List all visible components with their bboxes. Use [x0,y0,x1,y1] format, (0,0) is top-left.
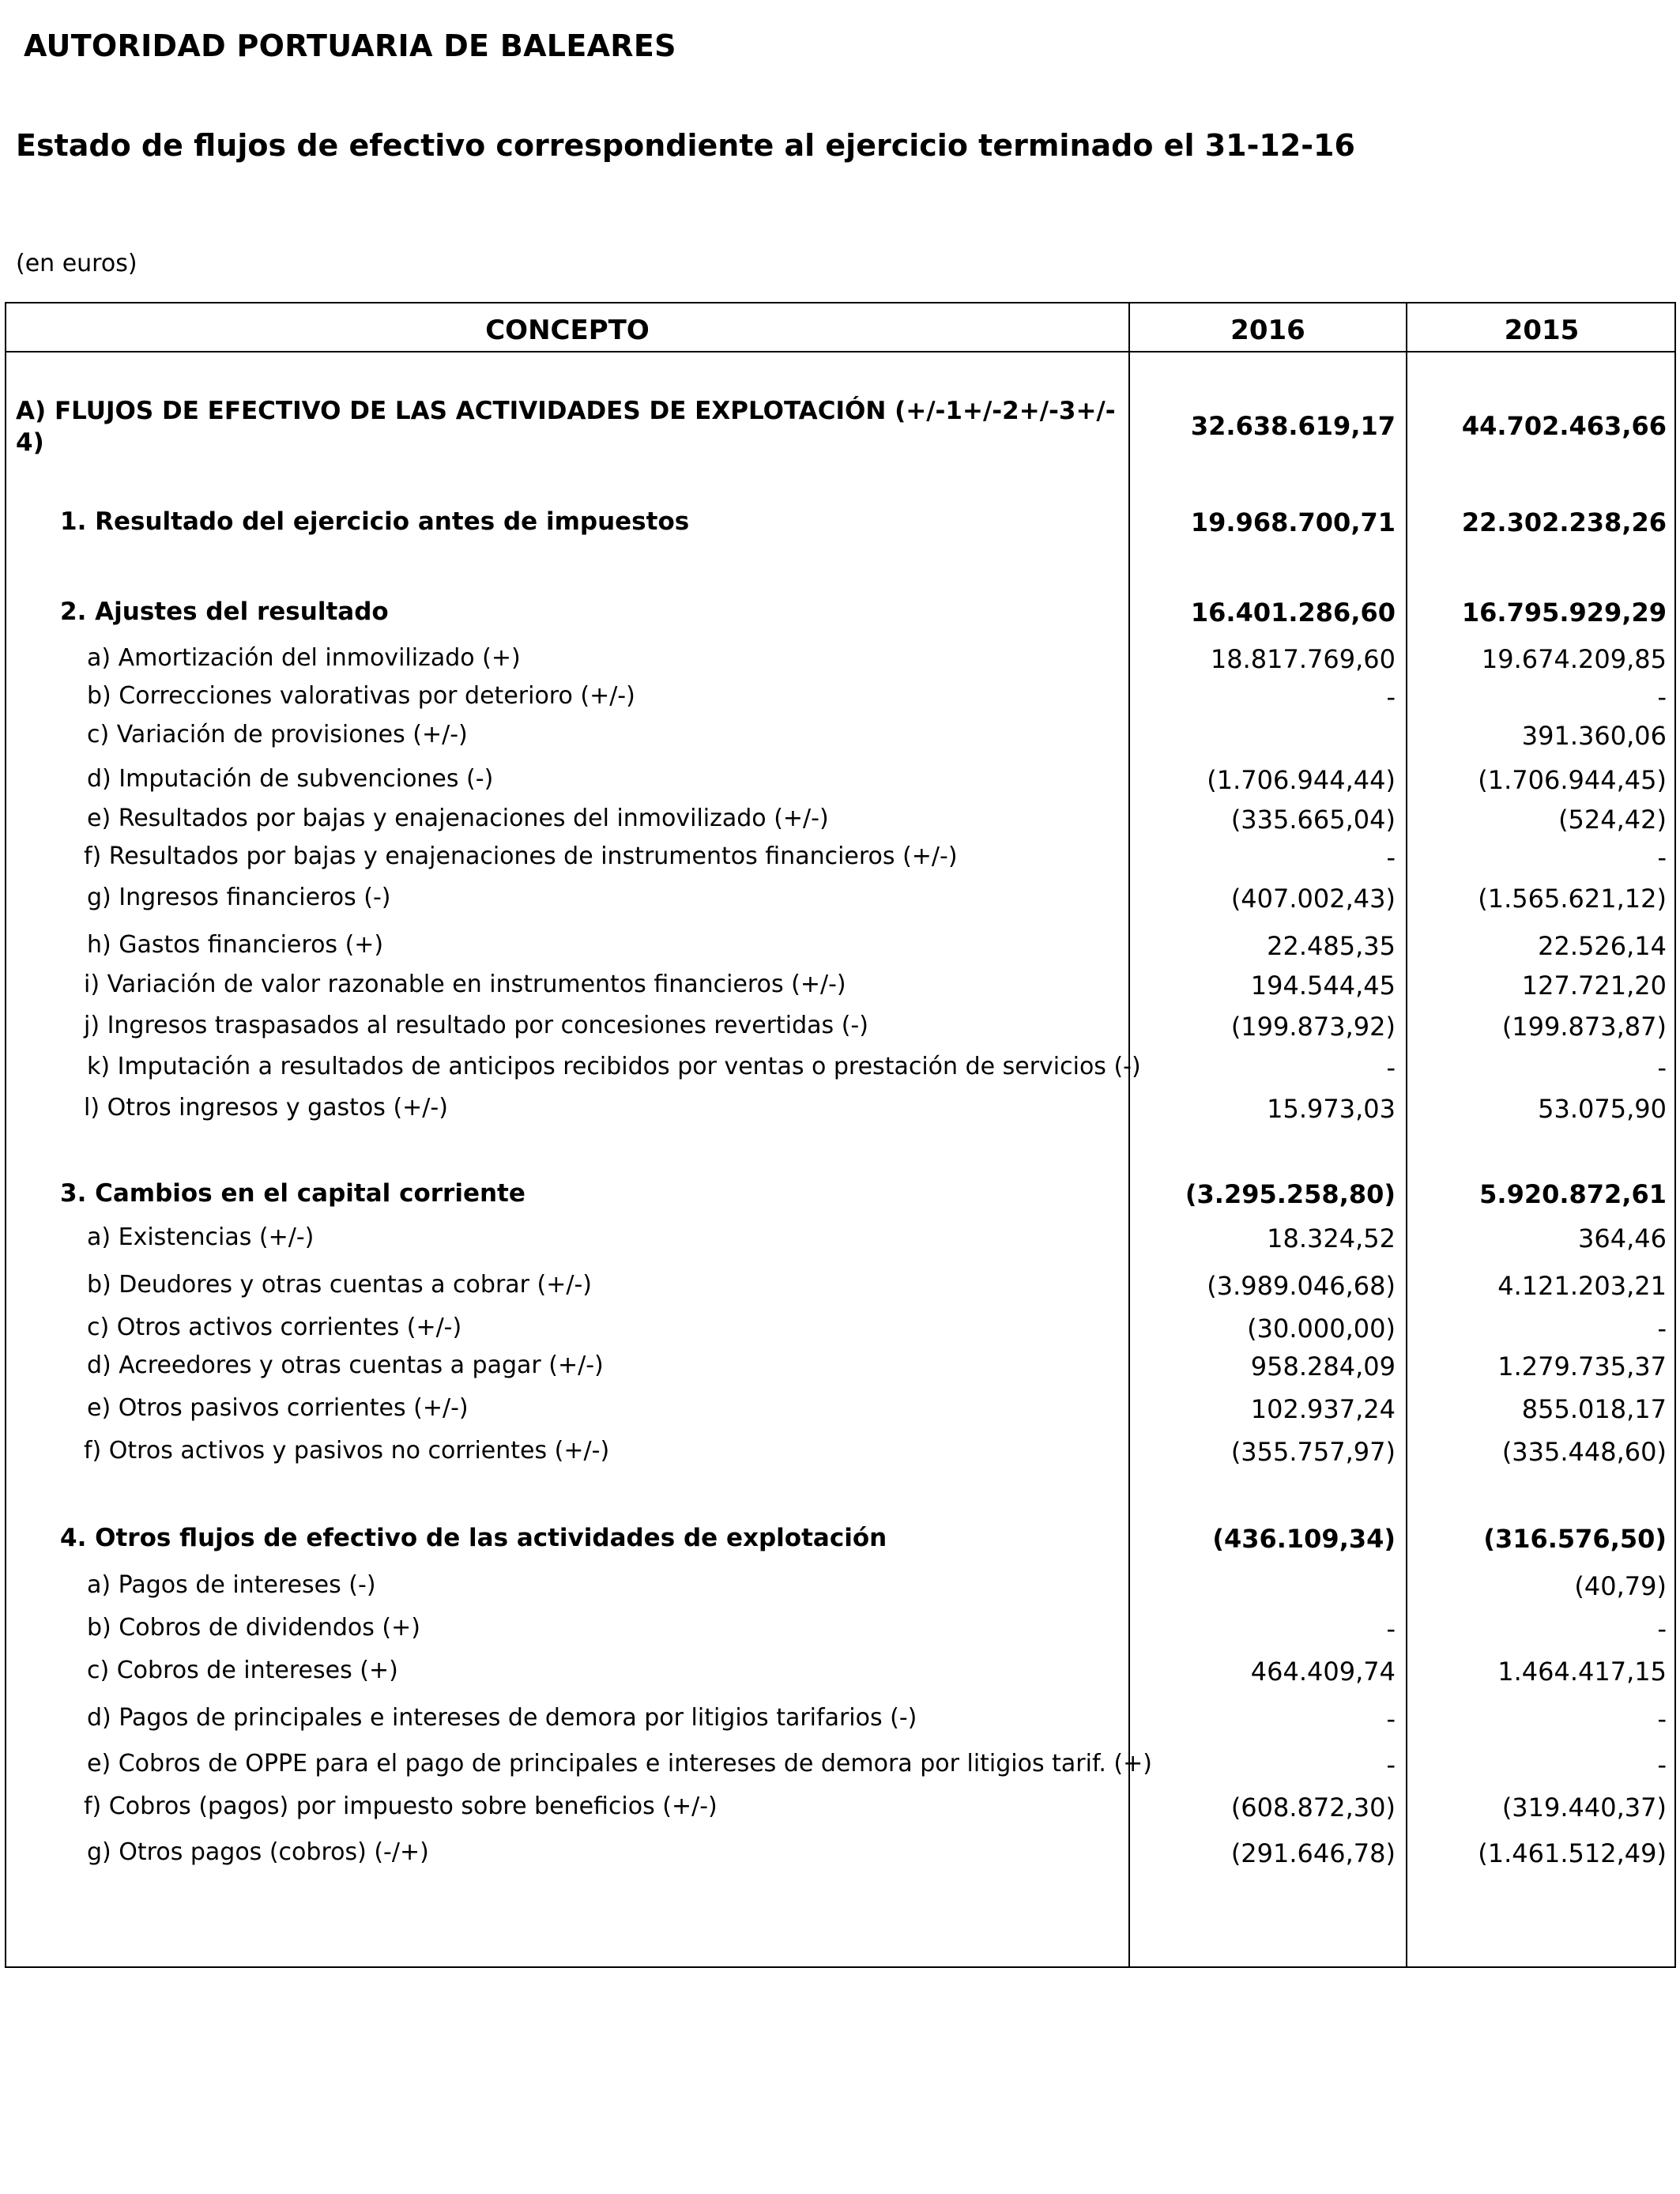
row-label: 1. Resultado del ejercicio antes de impuestos [60,507,690,536]
row-value-2015: 4.121.203,21 [1497,1271,1667,1301]
row-value-2016: (355.757,97) [1230,1437,1396,1467]
row-value-2016: (436.109,34) [1212,1524,1396,1554]
row-value-2016: (3.989.046,68) [1207,1271,1396,1301]
row-value-2015: (1.565.621,12) [1478,884,1667,914]
row-label: k) Imputación a resultados de anticipos recibidos por ventas o prestación de servicios (-) [87,1053,1141,1080]
row-value-2015: - [1657,1704,1667,1734]
row-value-2016: - [1386,843,1396,873]
row-value-2015: - [1657,1614,1667,1644]
row-label: e) Otros pasivos corrientes (+/-) [87,1394,469,1422]
row-label: 4. Otros flujos de efectivo de las actividades de explotación [60,1524,887,1552]
row-label: c) Otros activos corrientes (+/-) [87,1314,462,1341]
row-value-2015: (524,42) [1558,805,1667,835]
row-value-2015: (316.576,50) [1483,1524,1667,1554]
row-value-2016: 958.284,09 [1250,1351,1396,1382]
row-label: j) Ingresos traspasados al resultado por concesiones revertidas (-) [84,1012,868,1039]
row-value-2016: 16.401.286,60 [1190,598,1396,628]
row-value-2015: 19.674.209,85 [1481,644,1667,674]
row-value-2016: (199.873,92) [1230,1012,1396,1042]
row-value-2016: 194.544,45 [1250,971,1396,1001]
row-label: a) Pagos de intereses (-) [87,1571,376,1599]
row-value-2016: 464.409,74 [1250,1657,1396,1687]
row-value-2016: (291.646,78) [1230,1838,1396,1868]
row-value-2015: - [1657,1314,1667,1344]
column-header-concepto: CONCEPTO [485,315,650,346]
row-value-2015: 1.279.735,37 [1497,1351,1667,1382]
row-value-2015: (319.440,37) [1501,1793,1667,1823]
row-label: c) Cobros de intereses (+) [87,1657,398,1684]
row-label: i) Variación de valor razonable en instrumentos financieros (+/-) [84,971,846,998]
row-value-2015: 22.302.238,26 [1461,507,1667,537]
row-value-2016: - [1386,1750,1396,1780]
section-a-value-2016: 32.638.619,17 [1190,411,1396,441]
row-value-2015: - [1657,1750,1667,1780]
row-value-2016: - [1386,1053,1396,1083]
row-label: 3. Cambios en el capital corriente [60,1179,525,1208]
row-label: d) Imputación de subvenciones (-) [87,765,494,793]
row-value-2016: 102.937,24 [1250,1394,1396,1424]
row-value-2016: (30.000,00) [1247,1314,1396,1344]
column-header-2015: 2015 [1504,315,1580,346]
row-label: d) Pagos de principales e intereses de demora por litigios tarifarios (-) [87,1704,917,1732]
row-value-2015: - [1657,682,1667,712]
row-value-2015: - [1657,843,1667,873]
organization-name: AUTORIDAD PORTUARIA DE BALEARES [24,28,676,63]
row-value-2015: 53.075,90 [1538,1094,1667,1124]
column-divider [1128,302,1130,1968]
header-divider [5,351,1676,352]
section-a-label-line1: A) FLUJOS DE EFECTIVO DE LAS ACTIVIDADES DE EXPLOTACIÓN (+/-1+/-2+/-3+/- [16,397,1116,425]
row-value-2015: (1.706.944,45) [1478,765,1667,795]
row-value-2015: (335.448,60) [1501,1437,1667,1467]
row-value-2016: (1.706.944,44) [1207,765,1396,795]
column-header-2016: 2016 [1230,315,1305,346]
row-label: 2. Ajustes del resultado [60,598,389,626]
row-label: c) Variación de provisiones (+/-) [87,721,468,748]
section-a-value-2015: 44.702.463,66 [1461,411,1667,441]
row-value-2015: 127.721,20 [1521,971,1667,1001]
row-label: e) Resultados por bajas y enajenaciones del inmovilizado (+/-) [87,805,829,832]
row-label: f) Resultados por bajas y enajenaciones de instrumentos financieros (+/-) [84,843,958,870]
row-value-2015: - [1657,1053,1667,1083]
row-value-2016: (608.872,30) [1230,1793,1396,1823]
row-value-2016: - [1386,682,1396,712]
row-value-2015: 364,46 [1578,1223,1667,1253]
row-label: a) Amortización del inmovilizado (+) [87,644,521,672]
row-label: g) Ingresos financieros (-) [87,884,391,911]
column-divider [1406,302,1407,1968]
row-value-2015: 16.795.929,29 [1461,598,1667,628]
row-value-2015: 22.526,14 [1538,931,1667,961]
document-title: Estado de flujos de efectivo correspondiente al ejercicio terminado el 31-12-16 [16,128,1355,163]
row-value-2016: 18.817.769,60 [1210,644,1396,674]
row-label: a) Existencias (+/-) [87,1223,315,1251]
row-label: l) Otros ingresos y gastos (+/-) [84,1094,448,1122]
row-value-2015: (40,79) [1574,1571,1667,1601]
row-value-2015: (199.873,87) [1501,1012,1667,1042]
row-value-2015: 5.920.872,61 [1479,1179,1667,1209]
row-label: f) Cobros (pagos) por impuesto sobre beneficios (+/-) [84,1793,718,1820]
row-value-2016: 18.324,52 [1267,1223,1396,1253]
row-value-2015: 1.464.417,15 [1497,1657,1667,1687]
section-a-label-line2: 4) [16,428,44,457]
row-value-2016: (407.002,43) [1230,884,1396,914]
currency-unit: (en euros) [16,250,137,277]
row-label: b) Deudores y otras cuentas a cobrar (+/-) [87,1271,593,1299]
row-value-2016: 19.968.700,71 [1190,507,1396,537]
row-value-2016: 15.973,03 [1267,1094,1396,1124]
row-label: f) Otros activos y pasivos no corrientes (+/-) [84,1437,610,1465]
row-value-2016: 22.485,35 [1267,931,1396,961]
row-value-2016: - [1386,1704,1396,1734]
row-label: d) Acreedores y otras cuentas a pagar (+/-) [87,1351,604,1379]
row-label: g) Otros pagos (cobros) (-/+) [87,1838,429,1866]
row-label: b) Cobros de dividendos (+) [87,1614,420,1642]
row-label: h) Gastos financieros (+) [87,931,384,959]
row-value-2016: (335.665,04) [1230,805,1396,835]
row-value-2016: - [1386,1614,1396,1644]
row-value-2016: (3.295.258,80) [1185,1179,1396,1209]
row-label: b) Correcciones valorativas por deterioro (+/-) [87,682,635,710]
row-value-2015: 855.018,17 [1521,1394,1667,1424]
row-value-2015: 391.360,06 [1521,721,1667,751]
row-label: e) Cobros de OPPE para el pago de principales e intereses de demora por litigios tarif. (+) [87,1750,1152,1777]
row-value-2015: (1.461.512,49) [1478,1838,1667,1868]
